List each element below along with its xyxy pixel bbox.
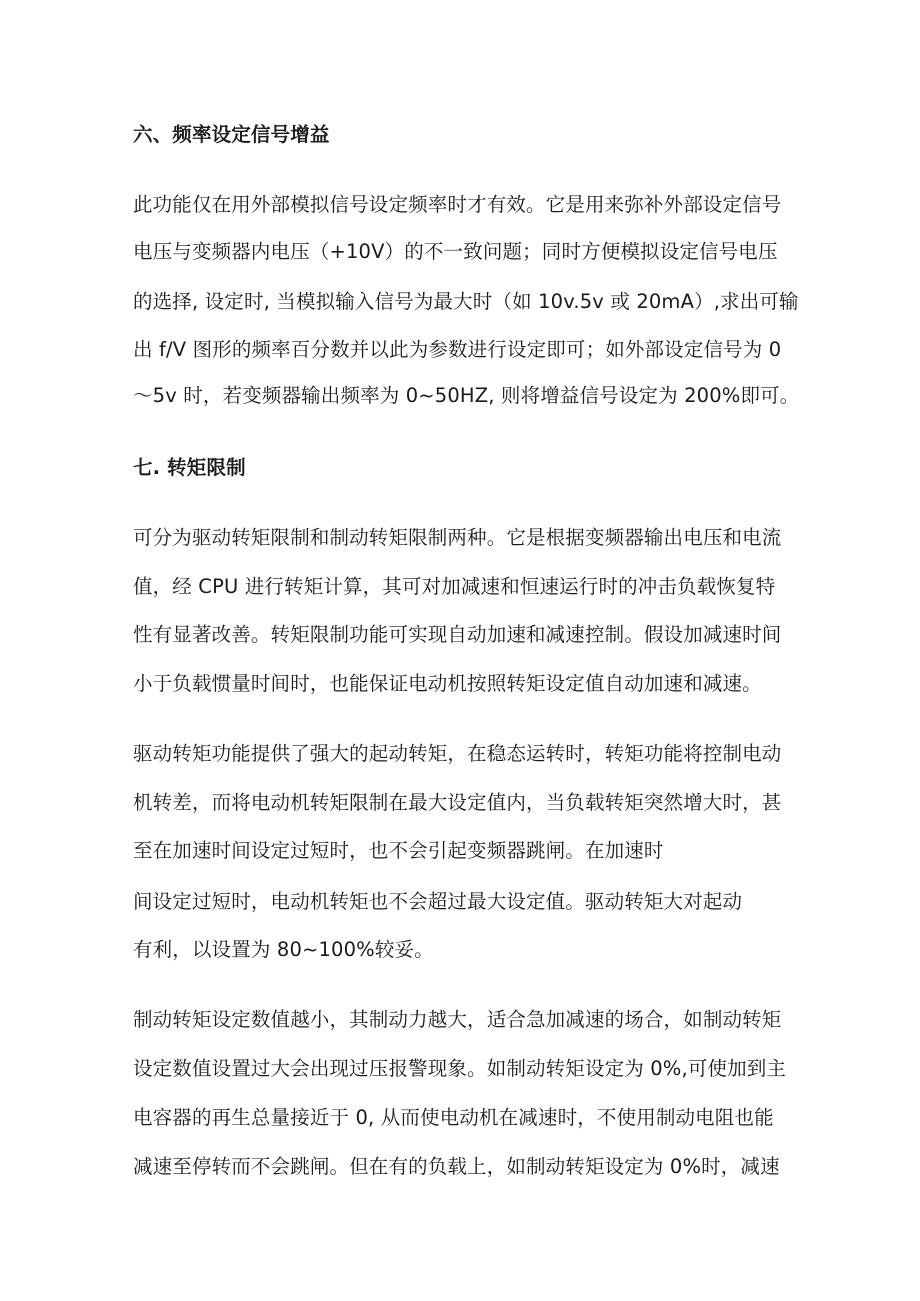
- text-line: 此功能仅在用外部模拟信号设定频率时才有效。它是用来弥补外部设定信号: [133, 193, 782, 216]
- text-line: 机转差，而将电动机转矩限制在最大设定值内，当负载转矩突然增大时，甚: [133, 791, 782, 814]
- text-line: 出 f/V 图形的频率百分数并以此为参数进行设定即可；如外部设定信号为 0: [133, 338, 782, 361]
- text-line: 电容器的再生总量接近于 0, 从而使电动机在减速时，不使用制动电阻也能: [133, 1106, 774, 1129]
- text-line: 驱动转矩功能提供了强大的起动转矩，在稳态运转时，转矩功能将控制电动: [133, 742, 782, 765]
- section-6-heading: 六、频率设定信号增益: [133, 123, 330, 146]
- text-line: 间设定过短时，电动机转矩也不会超过最大设定值。驱动转矩大对起动: [133, 890, 743, 913]
- text-line: 至在加速时间设定过短时，也不会引起变频器跳闸。在加速时: [133, 839, 664, 862]
- text-line: ～5v 时，若变频器输出频率为 0~50HZ, 则将增益信号设定为 200%即可。: [133, 384, 800, 407]
- text-line: 设定数值设置过大会出现过压报警现象。如制动转矩设定为 0%,可使加到主: [133, 1057, 787, 1080]
- text-line: 的选择, 设定时, 当模拟输入信号为最大时（如 10v.5v 或 20mA）,求出可输: [133, 290, 799, 313]
- text-line: 有利，以设置为 80~100%较妥。: [133, 938, 434, 961]
- text-line: 制动转矩设定数值越小，其制动力越大，适合急加减速的场合，如制动转矩: [133, 1008, 782, 1031]
- text-line: 电压与变频器内电压（+10V）的不一致问题；同时方便模拟设定信号电压: [133, 240, 778, 263]
- text-line: 小于负载惯量时间时，也能保证电动机按照转矩设定值自动加速和减速。: [133, 672, 762, 695]
- text-line: 可分为驱动转矩限制和制动转矩限制两种。它是根据变频器输出电压和电流: [133, 526, 782, 549]
- text-line: 减速至停转而不会跳闸。但在有的负载上，如制动转矩设定为 0%时，减速: [133, 1155, 780, 1178]
- section-7-heading: 七. 转矩限制: [133, 456, 246, 479]
- text-line: 性有显著改善。转矩限制功能可实现自动加速和减速控制。假设加减速时间: [133, 623, 782, 646]
- text-line: 值，经 CPU 进行转矩计算，其可对加减速和恒速运行时的冲击负载恢复特: [133, 575, 776, 598]
